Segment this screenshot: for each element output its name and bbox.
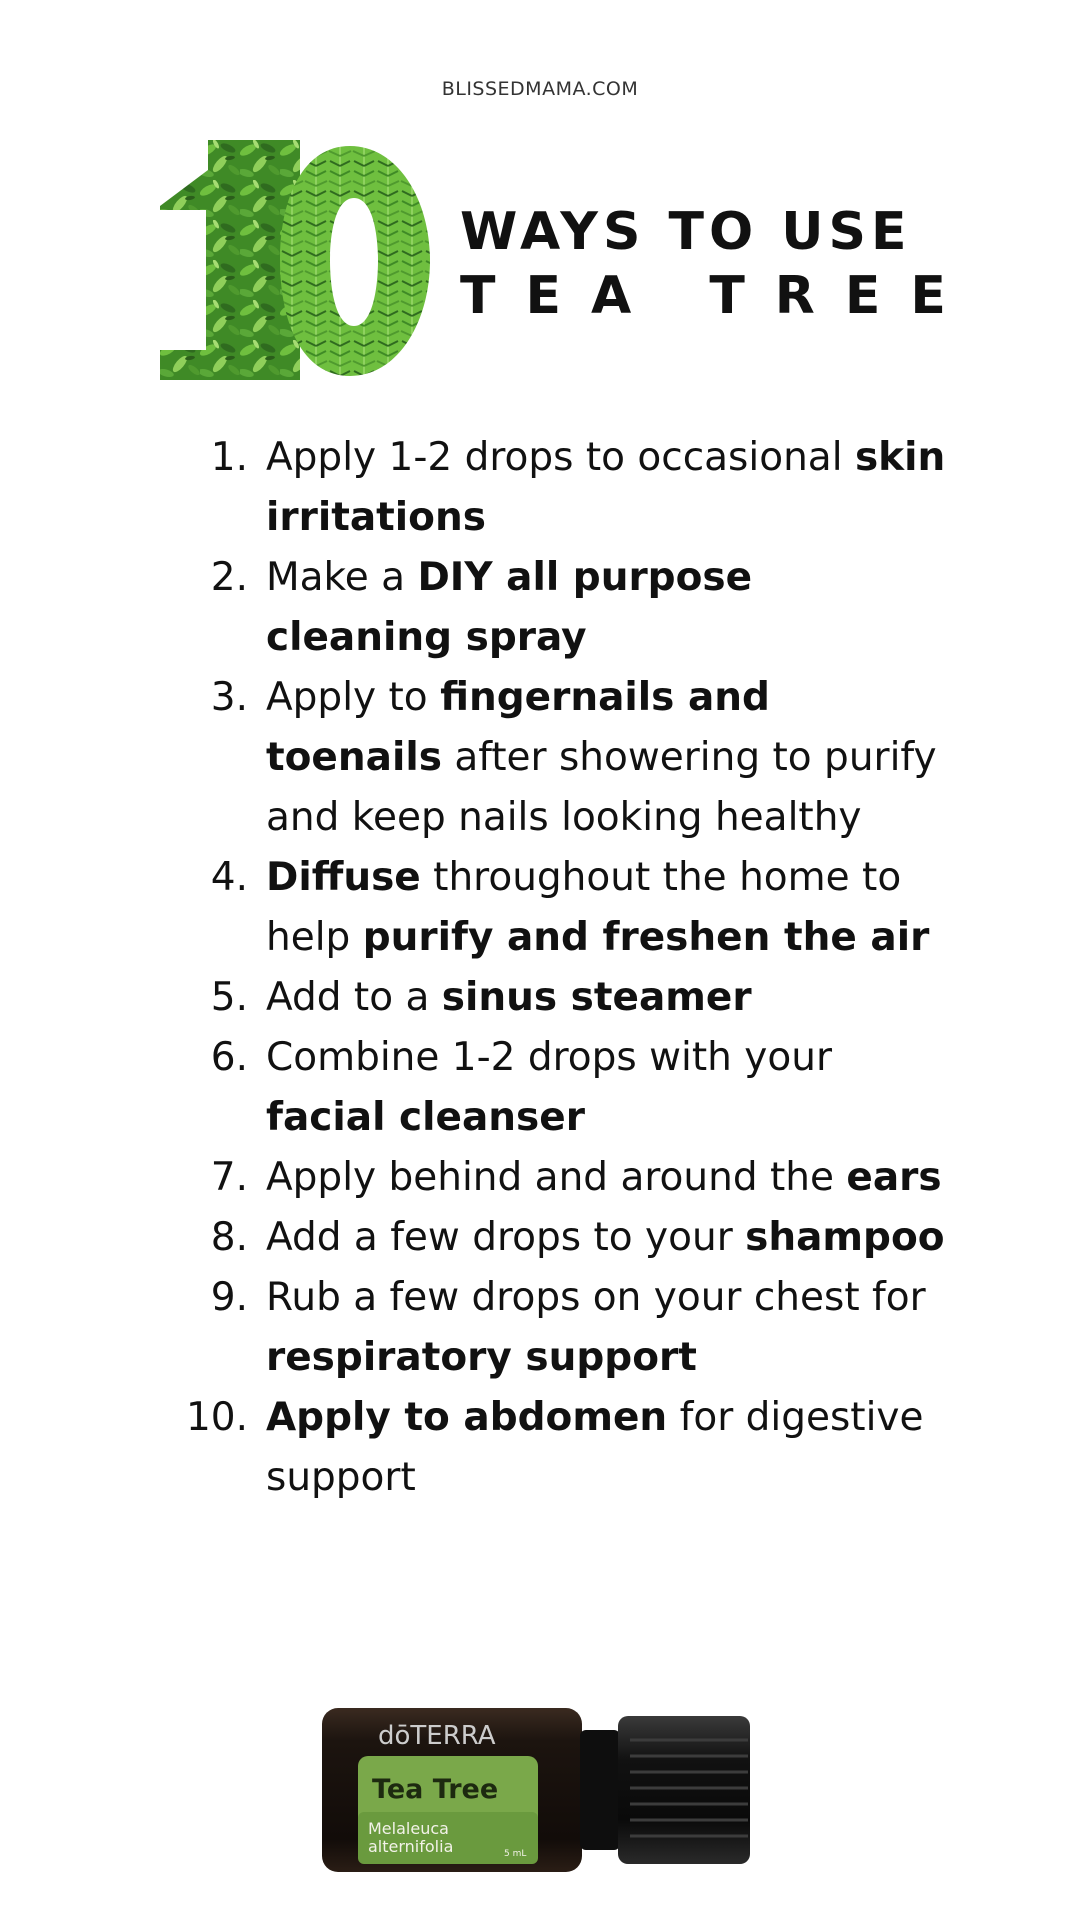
digit-one-shape: [160, 140, 300, 380]
tip-item: [190, 1148, 950, 1208]
tip-text-regular: Combine 1-2 drops with your: [266, 1035, 832, 1080]
tip-number: 10.: [185, 1395, 248, 1440]
tip-text-bold: purify and freshen the air: [362, 915, 930, 960]
tips-list: [185, 428, 950, 1508]
tip-number: 2.: [210, 555, 248, 600]
tip-item: [190, 1028, 950, 1148]
headline-line-1: WAYS TO USE: [460, 202, 912, 262]
tip-number: 6.: [210, 1035, 248, 1080]
tip-text-bold: Apply to abdomen: [266, 1395, 668, 1440]
tip-text: [258, 968, 950, 1028]
tip-item: [190, 1268, 950, 1388]
bottle-brand: dōTERRA: [378, 1721, 496, 1751]
tip-item: [190, 968, 950, 1028]
bottle-product-name: Tea Tree: [372, 1774, 499, 1805]
tip-text: [258, 668, 950, 848]
headline: [460, 200, 976, 328]
tip-text-regular: throughout the home to help: [266, 855, 902, 960]
essential-oil-bottle: [318, 1700, 758, 1880]
bottle-neck: [580, 1730, 620, 1850]
bottle-latin-line-1: Melaleuca: [368, 1819, 449, 1838]
tip-text-bold: fingernails and toenails: [266, 675, 770, 780]
tip-text-bold: respiratory support: [266, 1335, 697, 1380]
tip-text-bold: facial cleanser: [266, 1095, 585, 1140]
tip-text-regular: for digestive support: [266, 1395, 924, 1500]
tip-text-bold: Diffuse: [266, 855, 421, 900]
tip-text-regular: Apply behind and around the: [266, 1155, 847, 1200]
tip-text: [258, 1268, 950, 1388]
tip-text-bold: sinus steamer: [441, 975, 752, 1020]
tip-text-bold: ears: [846, 1155, 942, 1200]
tip-number: 3.: [210, 675, 248, 720]
tip-text: [258, 848, 950, 968]
tip-text: [258, 1208, 950, 1268]
tip-text-regular: Make a: [266, 555, 418, 600]
tip-text: [258, 1148, 950, 1208]
digit-zero-shape: [280, 146, 430, 376]
headline-line-2: TEA TREE: [460, 266, 976, 326]
tip-text-regular: Rub a few drops on your chest for: [266, 1275, 926, 1320]
tip-text: [258, 548, 950, 668]
bottle-latin-line-2: alternifolia: [368, 1837, 454, 1856]
tip-text-regular: Apply 1-2 drops to occasional: [266, 435, 855, 480]
hero-header: [160, 140, 976, 380]
site-label: BLISSEDMAMA.COM: [441, 78, 639, 100]
tip-text-bold: skin irritations: [266, 435, 946, 540]
tip-item: [190, 428, 950, 548]
tip-text-bold: shampoo: [745, 1215, 945, 1260]
tip-text: [258, 1028, 950, 1148]
tip-text-regular: Apply to: [266, 675, 441, 720]
tip-text: [258, 1388, 950, 1508]
tip-item: [190, 848, 950, 968]
bottle-volume: 5 mL: [504, 1849, 527, 1859]
tip-number: 4.: [210, 855, 248, 900]
tip-item: [190, 548, 950, 668]
tip-number: 1.: [210, 435, 248, 480]
tip-item: [190, 1208, 950, 1268]
tip-text-regular: Add to a: [266, 975, 442, 1020]
tip-item: [185, 1388, 950, 1508]
tip-number: 9.: [210, 1275, 248, 1320]
tip-number: 5.: [210, 975, 248, 1020]
tip-number: 7.: [210, 1155, 248, 1200]
tip-text-regular: Add a few drops to your: [266, 1215, 746, 1260]
tip-text-bold: DIY all purpose cleaning spray: [266, 555, 753, 660]
tip-number: 8.: [210, 1215, 248, 1260]
bottle-illustration: [318, 1700, 758, 1880]
tip-text: [258, 428, 950, 548]
number-ten-foliage-graphic: [160, 140, 430, 380]
bottle-cap: [618, 1716, 750, 1864]
tip-text-regular: after showering to purify and keep nails looking healthy: [266, 735, 937, 840]
tip-item: [190, 668, 950, 848]
